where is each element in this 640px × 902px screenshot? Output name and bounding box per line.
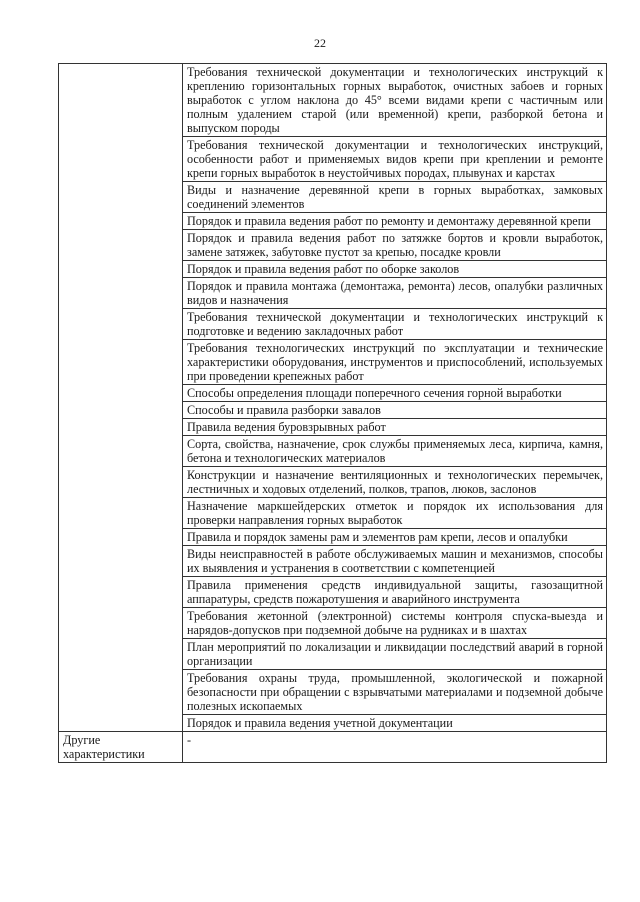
requirement-cell: Правила и порядок замены рам и элементов рам крепи, лесов и опалубки (183, 529, 607, 546)
other-characteristics-value: - (183, 732, 607, 763)
page-number: 22 (314, 36, 326, 50)
requirement-cell: Порядок и правила ведения работ по ремонту и демонтажу деревянной крепи (183, 213, 607, 230)
requirement-cell: Конструкции и назначение вентиляционных и технологических перемычек, лестничных и ходовых отделений, полков, трапов, люков, заслонов (183, 467, 607, 498)
requirement-cell: Порядок и правила ведения работ по затяжке бортов и кровли выработок, замене затяжек, забутовке пустот за крепью, посадке кровли (183, 230, 607, 261)
table-row (59, 64, 607, 137)
requirement-cell: Назначение маркшейдерских отметок и порядок их использования для проверки направления горных выработок (183, 498, 607, 529)
requirement-cell: Требования жетонной (электронной) системы контроля спуска-выезда и нарядов-допусков при подземной добыче на рудниках и в шахтах (183, 608, 607, 639)
requirement-cell: Порядок и правила ведения учетной документации (183, 715, 607, 732)
requirement-cell: Порядок и правила монтажа (демонтажа, ремонта) лесов, опалубки различных видов и назначения (183, 278, 607, 309)
requirement-cell: Виды и назначение деревянной крепи в горных выработках, замковых соединений элементов (183, 182, 607, 213)
requirement-cell: Сорта, свойства, назначение, срок службы применяемых леса, кирпича, камня, бетона и технологических материалов (183, 436, 607, 467)
requirement-cell: Правила ведения буровзрывных работ (183, 419, 607, 436)
requirement-cell: Способы определения площади поперечного сечения горной выработки (183, 385, 607, 402)
requirement-cell: Порядок и правила ведения работ по оборке заколов (183, 261, 607, 278)
requirement-cell: Требования технологических инструкций по эксплуатации и технические характеристики оборудования, инструментов и приспособлений, используемых при проведении крепежных работ (183, 340, 607, 385)
requirement-cell: Правила применения средств индивидуальной защиты, газозащитной аппаратуры, средств пожаротушения и аварийного инструмента (183, 577, 607, 608)
requirement-cell: Требования технической документации и технологических инструкций к креплению горизонтальных горных выработок, очистных забоев и горных выработок с углом наклона до 45° всеми видами крепи с частичным или полным удалением старой (или временной) крепи, разборкой бетона и выпуском породы (183, 64, 607, 137)
requirement-cell: Требования охраны труда, промышленной, экологической и пожарной безопасности при обращении с взрывчатыми материалами и подземной добыче полезных ископаемых (183, 670, 607, 715)
requirement-cell: Способы и правила разборки завалов (183, 402, 607, 419)
requirement-cell: План мероприятий по локализации и ликвидации последствий аварий в горной организации (183, 639, 607, 670)
requirement-cell: Требования технической документации и технологических инструкций, особенности работ и применяемых видов крепи при креплении и ремонте крепи горных выработок в неустойчивых породах, плывунах и карстах (183, 137, 607, 182)
requirement-cell: Требования технической документации и технологических инструкций к подготовке и ведению закладочных работ (183, 309, 607, 340)
empty-label-cell (59, 64, 183, 732)
other-characteristics-label: Другие характеристики (59, 732, 183, 763)
table-row (59, 732, 607, 763)
requirement-cell: Виды неисправностей в работе обслуживаемых машин и механизмов, способы их выявления и устранения в соответствии с компетенцией (183, 546, 607, 577)
knowledge-table (58, 63, 607, 763)
